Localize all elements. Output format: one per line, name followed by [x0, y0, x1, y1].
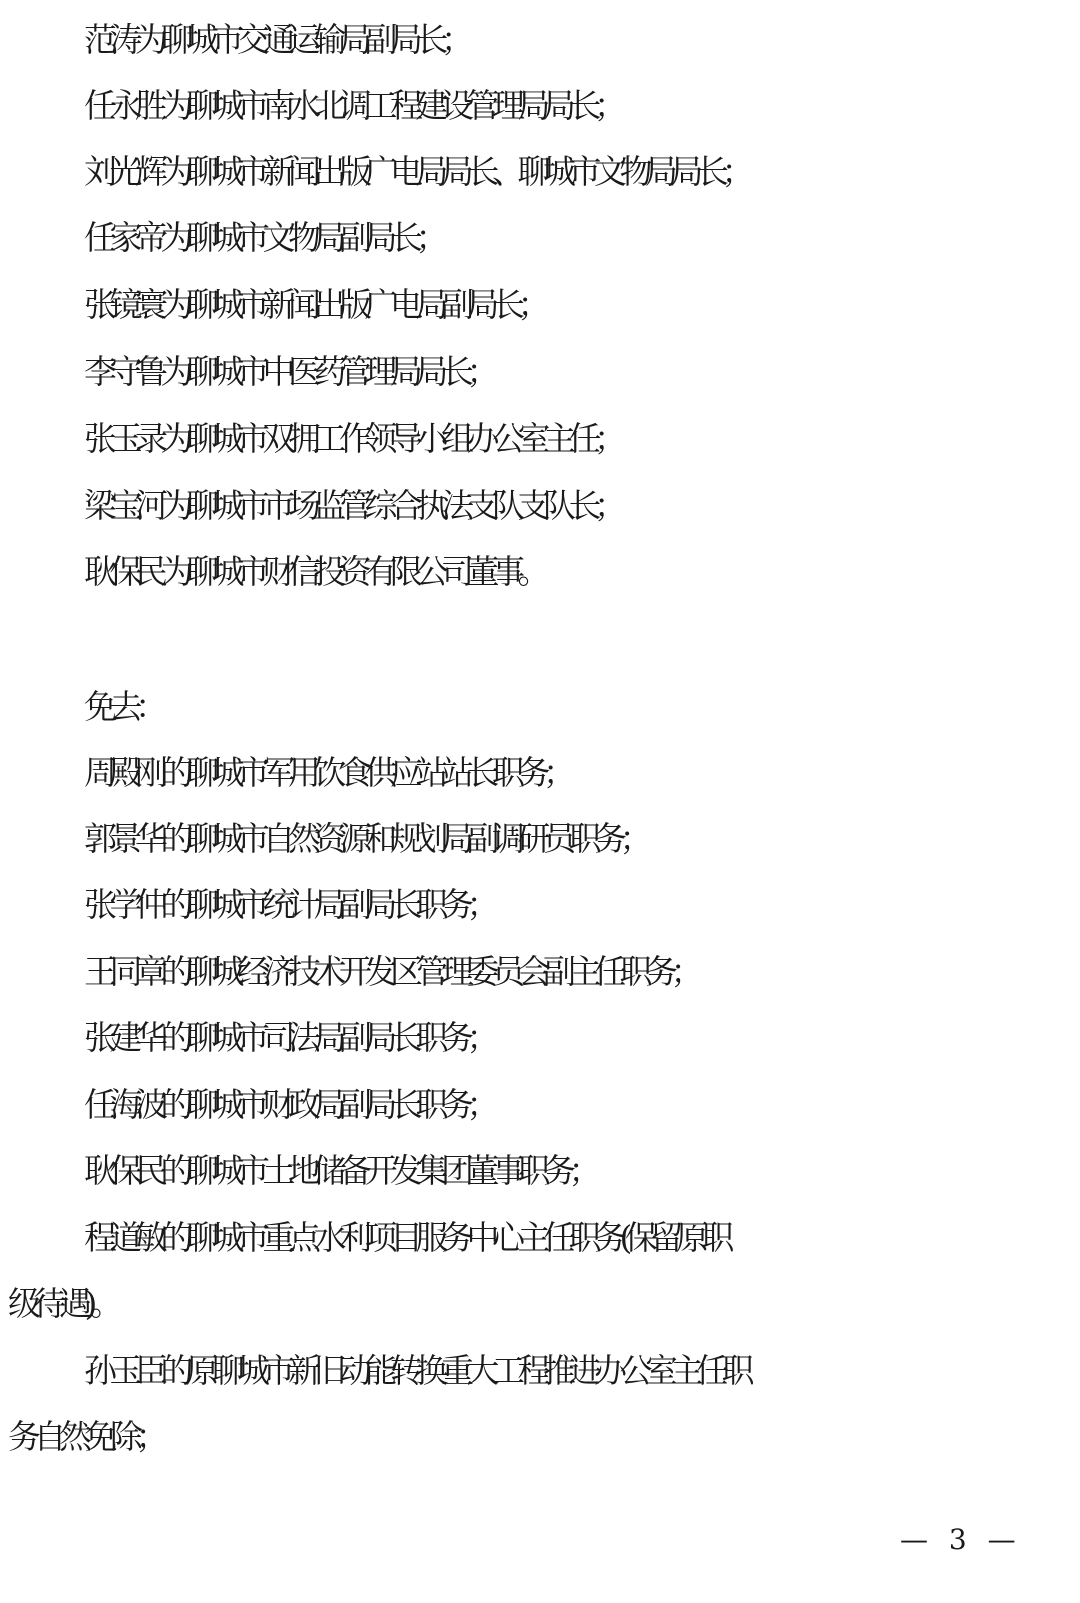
appointment-line: 刘光辉为聊城市新闻出版广电局局长、聊城市文物局局长； [84, 152, 747, 191]
removal-line: 张学仲的聊城市统计局副局长职务； [84, 885, 492, 924]
removal-line-wrapped-first: 程道敏的聊城市重点水利项目服务中心主任职务(保留原职 [84, 1218, 727, 1257]
appointment-line: 任家帝为聊城市文物局副局长； [84, 218, 441, 257]
appointment-line: 梁宝河为聊城市市场监管综合执法支队支队长； [84, 486, 620, 525]
appointment-line: 范涛为聊城市交通运输局副局长； [84, 20, 467, 59]
removal-line-wrapped-first: 孙玉臣的原聊城市新旧动能转换重大工程推进办公室主任职 [84, 1351, 747, 1390]
removal-line: 张建华的聊城市司法局副局长职务； [84, 1018, 492, 1057]
removal-line-wrapped-second: 务自然免除； [8, 1417, 161, 1456]
removal-line: 任海波的聊城市财政局副局长职务； [84, 1085, 492, 1124]
appointment-line: 耿保民为聊城市财信投资有限公司董事。 [84, 552, 543, 591]
removal-heading: 免去： [84, 687, 161, 726]
appointment-line: 李守鲁为聊城市中医药管理局局长； [84, 352, 492, 391]
removal-line: 周殿刚的聊城市军用饮食供应站站长职务； [84, 753, 569, 792]
appointment-line: 张镜寰为聊城市新闻出版广电局副局长； [84, 285, 543, 324]
appointment-line: 张玉录为聊城市双拥工作领导小组办公室主任； [84, 419, 620, 458]
removal-line: 耿保民的聊城市土地储备开发集团董事职务； [84, 1151, 594, 1190]
removal-line-wrapped-second: 级待遇)。 [8, 1284, 116, 1323]
page-number: — 3 — [900, 1523, 1022, 1556]
removal-line: 郭景华的聊城市自然资源和规划局副调研员职务； [84, 819, 645, 858]
removal-line: 王同章的聊城经济技术开发区管理委员会副主任职务； [84, 952, 696, 991]
appointment-line: 任永胜为聊城市南水北调工程建设管理局局长； [84, 86, 620, 125]
